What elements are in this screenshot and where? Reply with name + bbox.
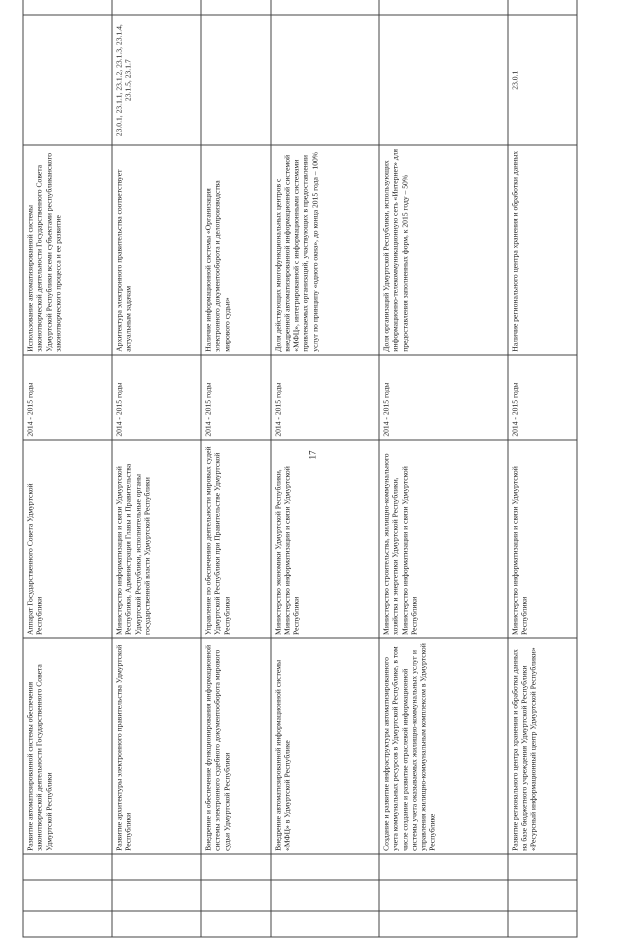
period-cell: 2014 - 2015 годы	[508, 355, 577, 440]
indicator-cell: Архитектура электронного правительства соответствует актуальным задачам	[112, 145, 201, 355]
codes-cell	[201, 15, 270, 145]
index-cell-c	[508, 854, 577, 880]
measure-cell: Развитие регионального центра хранения и обработки данных на базе бюджетного учреждения Удмуртской Республики «Ресурсный информационный центр Удмуртской Республики»	[508, 638, 577, 854]
index-cell-a	[508, 911, 577, 937]
empty-cell	[379, 0, 507, 15]
table-row	[508, 0, 577, 937]
executor-cell: Аппарат Государственного Совета Удмуртской Республики	[23, 440, 112, 638]
codes-cell: 23.0.1, 23.1.1, 23.1.2, 23.1.3, 23.1.4, 23.1.5, 23.1.7	[112, 15, 201, 145]
period-cell: 2014 - 2015 годы	[23, 355, 112, 440]
index-cell-b	[23, 880, 112, 911]
executor-cell: Министерство экономики Удмуртской Республики, Министерство информатизации и связи Удмуртской Республики	[271, 440, 380, 638]
index-cell-b	[271, 880, 380, 911]
index-cell-c	[23, 854, 112, 880]
codes-cell	[271, 15, 380, 145]
indicator-cell: Доля действующих многофункциональных центров с внедренной автоматизированной информационной системой «МФЦ», интегрированной с информационными системами привлекаемых организаций, участвующих в предоставлении услуг по принципу «одного окна», до конца 2015 года – 100%	[271, 145, 380, 355]
index-cell-a	[379, 911, 507, 937]
indicator-cell: Доля организаций Удмуртской Республики, использующих информационно-телекоммуникационную сеть «Интернет» для предоставления заполненных форм, к 2015 году – 50%	[379, 145, 507, 355]
period-cell: 2014 - 2015 годы	[201, 355, 270, 440]
index-cell-b	[379, 880, 507, 911]
measure-cell: Развитие архитектуры электронного правительства Удмуртской Республики	[112, 638, 201, 854]
index-cell-c	[112, 854, 201, 880]
index-cell-b	[112, 880, 201, 911]
measure-cell: Внедрение и обеспечение функционирования информационной системы электронного судебного документооборота мирового судьи Удмуртской Республики	[201, 638, 270, 854]
executor-cell: Министерство строительства, жилищно-коммунального хозяйства и энергетики Удмуртской Республики, Министерство информатизации и связи Удмуртской Республики	[379, 440, 507, 638]
empty-cell	[23, 0, 112, 15]
empty-cell	[112, 0, 201, 15]
measure-cell: Внедрение автоматизированной информационной системы «МФЦ» в Удмуртской Республике	[271, 638, 380, 854]
executor-cell: Министерство информатизации и связи Удмуртской Республики, Администрация Главы и Правительства Удмуртской Республики, исполнительные органы государственной власти Удмуртской Республики	[112, 440, 201, 638]
period-cell: 2014 - 2015 годы	[379, 355, 507, 440]
program-measures-table	[23, 0, 578, 938]
table-row	[112, 0, 201, 937]
index-cell-c	[201, 854, 270, 880]
index-cell-b	[508, 880, 577, 911]
empty-cell	[271, 0, 380, 15]
indicator-cell: Наличие информационной системы «Организация электронного документооборота и делопроизводства мирового судьи»	[201, 145, 270, 355]
index-cell-a	[23, 911, 112, 937]
table-row	[201, 0, 270, 937]
executor-cell: Министерство информатизации и связи Удмуртской Республики	[508, 440, 577, 638]
table-row	[23, 0, 112, 937]
codes-cell	[23, 15, 112, 145]
table-row	[271, 0, 380, 937]
indicator-cell: Наличие регионального центра хранения и обработки данных	[508, 145, 577, 355]
codes-cell: 23.0.1	[508, 15, 577, 145]
index-cell-c	[379, 854, 507, 880]
index-cell-a	[201, 911, 270, 937]
codes-cell	[379, 15, 507, 145]
indicator-cell: Использование автоматизированной системы законотворческой деятельности Государственного Совета Удмуртской Республики всеми субъектами республиканского законотворческого процесса и ее развитие	[23, 145, 112, 355]
rotated-page	[23, 0, 578, 938]
index-cell-a	[271, 911, 380, 937]
page-number: 17	[307, 450, 318, 460]
period-cell: 2014 - 2015 годы	[271, 355, 380, 440]
measure-cell: Создание и развитие инфраструктуры автоматизированного учета коммунальных ресурсов в Удмуртской Республике, в том числе создание и развитие отраслевой информационной системы учета оказываемых жилищно-коммунальных услуг и управления жилищно-коммунальным комплексом в Удмуртской Республике	[379, 638, 507, 854]
period-cell: 2014 - 2015 годы	[112, 355, 201, 440]
index-cell-b	[201, 880, 270, 911]
index-cell-c	[271, 854, 380, 880]
empty-cell	[508, 0, 577, 15]
index-cell-a	[112, 911, 201, 937]
empty-cell	[201, 0, 270, 15]
executor-cell: Управление по обеспечению деятельности мировых судей Удмуртской Республики при Правительстве Удмуртской Республики	[201, 440, 270, 638]
measure-cell: Развитие автоматизированной системы обеспечения законотворческой деятельности Государственного Совета Удмуртской Республики	[23, 638, 112, 854]
table-row	[379, 0, 507, 937]
